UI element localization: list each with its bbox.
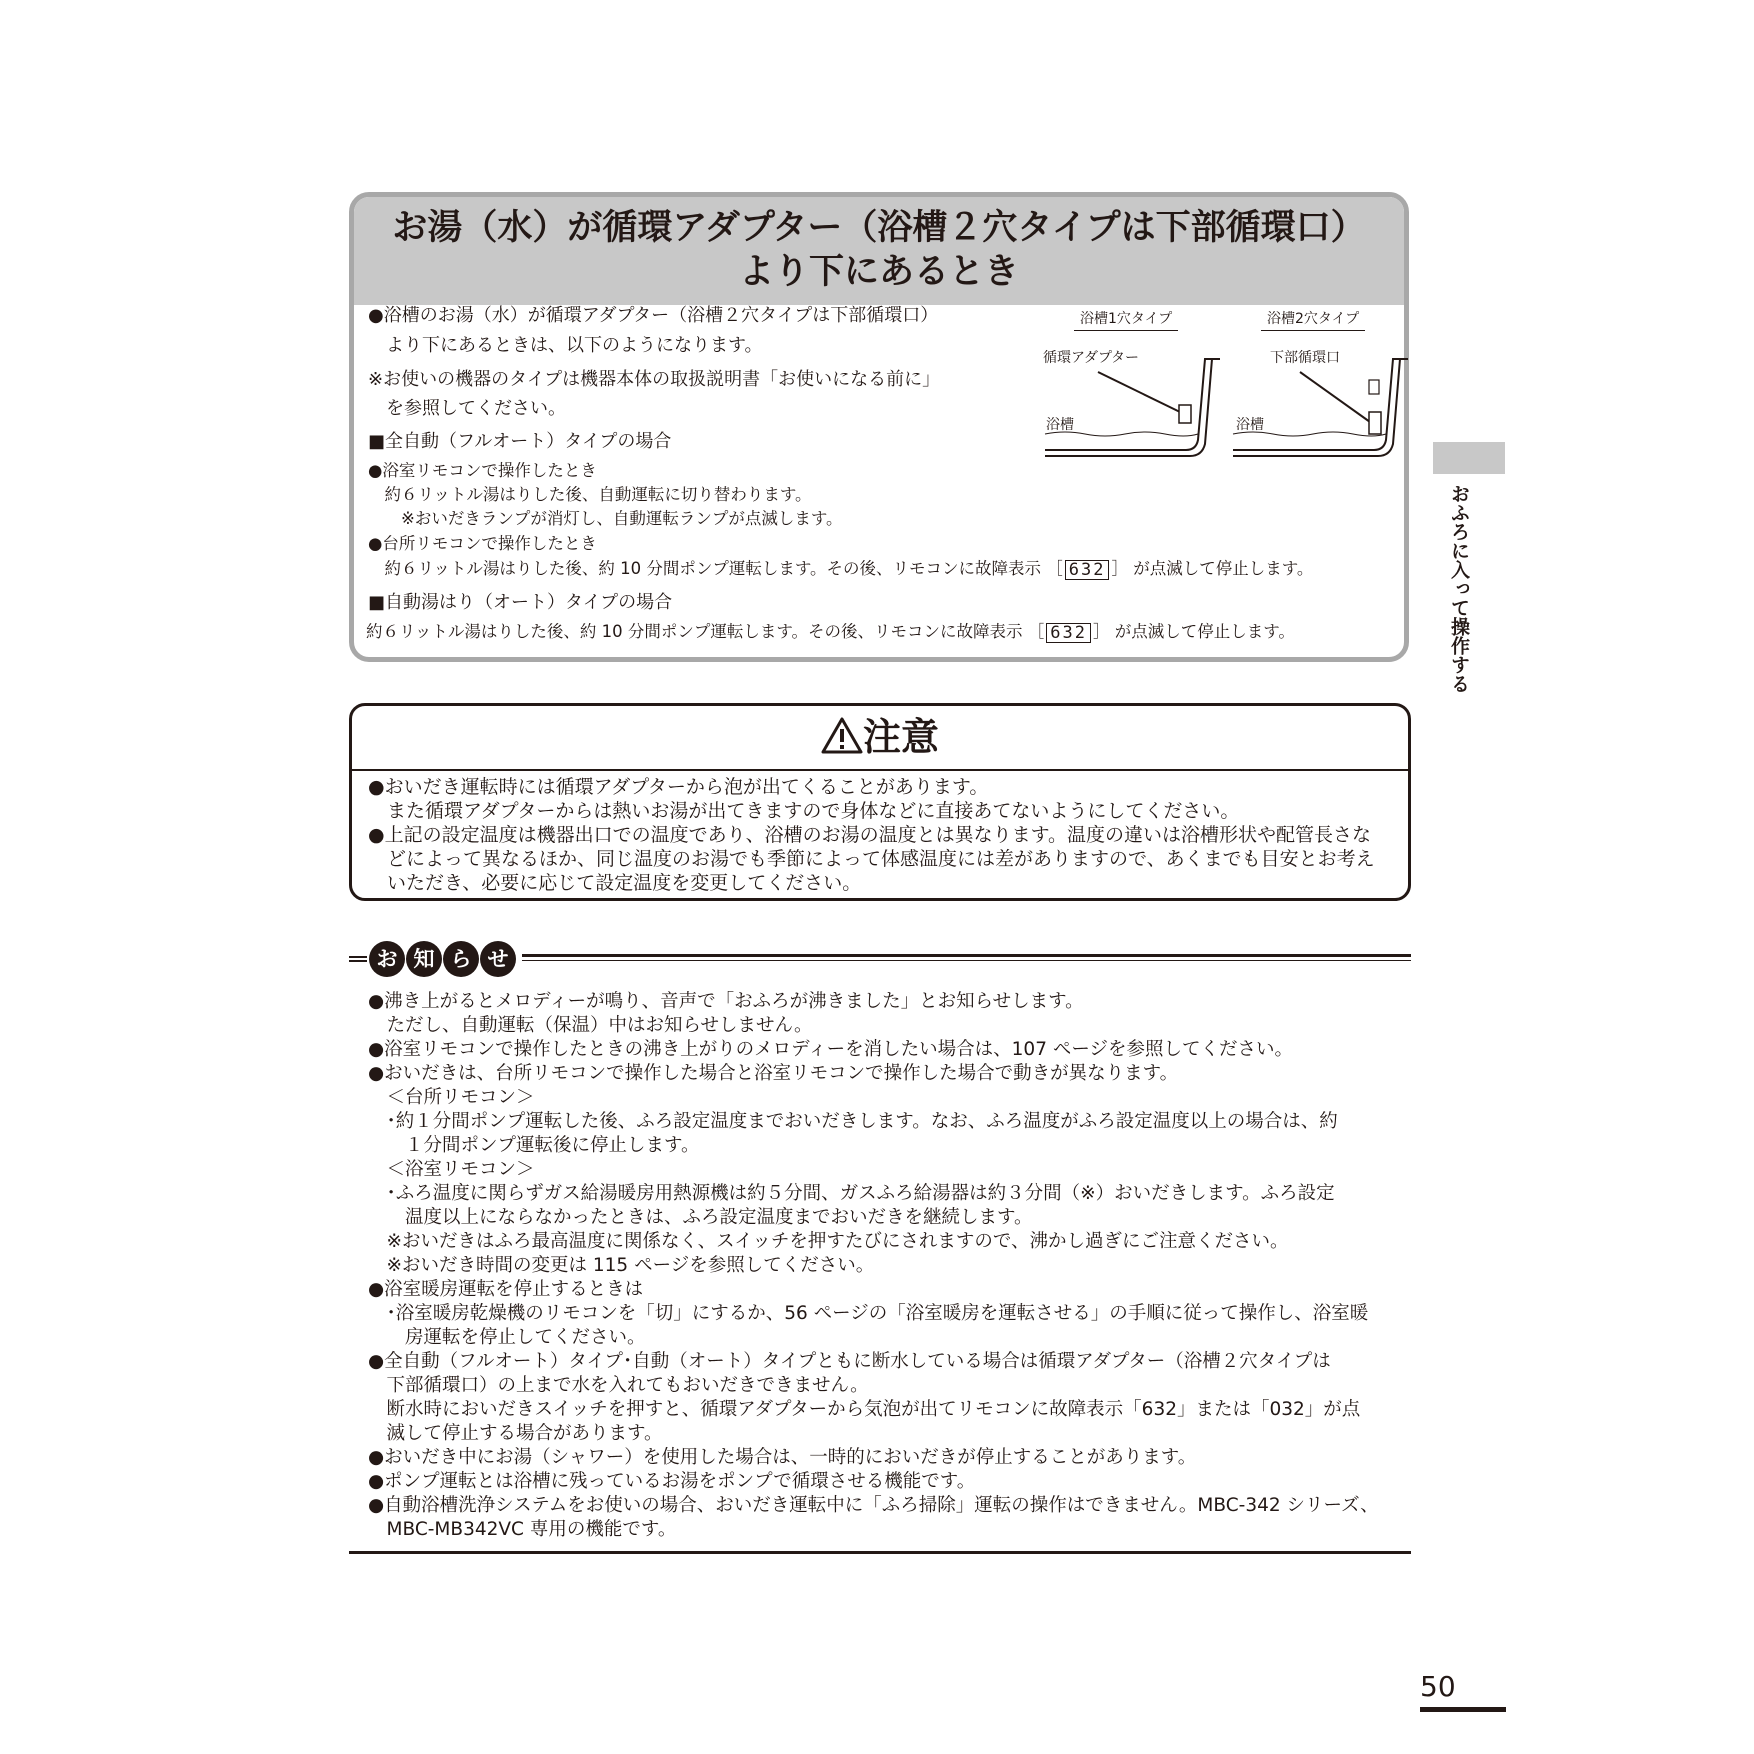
- box1-line: ※おいだきランプが消灯し、自動運転ランプが点滅します。: [368, 509, 843, 528]
- fault-bracket-open: ［: [1027, 622, 1045, 641]
- fault-code-display: 632: [1065, 560, 1110, 580]
- box1-line: ※お使いの機器のタイプは機器本体の取扱説明書「お使いになる前に」: [368, 369, 941, 390]
- notice-line: 滅して停止する場合があります。: [368, 1423, 663, 1444]
- diagram-type2-title: 浴槽2穴タイプ: [1261, 308, 1365, 331]
- box1-heading-full-auto: ■全自動（フルオート）タイプの場合: [368, 431, 672, 452]
- diagram-type2-tub-shape: [1233, 359, 1408, 456]
- notice-badge-char: 知: [406, 941, 442, 977]
- diagram-type1-tub: 浴槽: [1046, 417, 1074, 433]
- box1-line: ●浴槽のお湯（水）が循環アダプター（浴槽２穴タイプは下部循環口）: [368, 305, 939, 326]
- fault-line-suffix: が点滅して停止します。: [1133, 559, 1314, 578]
- notice-rule-left: [349, 956, 367, 962]
- notice-line: ●全自動（フルオート）タイプ･自動（オート）タイプともに断水している場合は循環アダプター（浴槽２穴タイプは: [368, 1351, 1331, 1372]
- diagram-type2-tub: 浴槽: [1236, 417, 1264, 433]
- page-number-underline: [1420, 1707, 1506, 1712]
- notice-line: ●おいだき中にお湯（シャワー）を使用した場合は、一時的においだきが停止することがあります。: [368, 1447, 1197, 1468]
- notice-badge-char: お: [369, 941, 405, 977]
- bathtub-diagrams: [1040, 350, 1410, 470]
- caution-divider: [352, 769, 1408, 771]
- caution-line: いただき、必要に応じて設定温度を変更してください。: [368, 872, 862, 894]
- notice-line: ●おいだきは、台所リモコンで操作した場合と浴室リモコンで操作した場合で動きが異なります。: [368, 1063, 1179, 1084]
- notice-line: ただし、自動運転（保温）中はお知らせしません。: [368, 1015, 813, 1036]
- notice-line: ●浴室リモコンで操作したときの沸き上がりのメロディーを消したい場合は、107 ページを参照してください。: [368, 1039, 1293, 1060]
- notice-bottom-rule: [349, 1551, 1411, 1554]
- notice-badge-char: せ: [480, 941, 516, 977]
- notice-line: ●自動浴槽洗浄システムをお使いの場合、おいだき運転中に「ふろ掃除」運転の操作はできません。MBC-342 シリーズ、: [368, 1495, 1379, 1516]
- fault-line-text: 約６リットル湯はりした後、約 10 分間ポンプ運転します。その後、リモコンに故障表示: [368, 559, 1042, 578]
- box1-line: ●浴室リモコンで操作したとき: [368, 461, 597, 480]
- notice-line: MBC-MB342VC 専用の機能です。: [368, 1519, 677, 1540]
- diagram-type1-tub-shape: [1045, 359, 1220, 456]
- notice-line: ＜台所リモコン＞: [368, 1087, 535, 1108]
- notice-line: ･約１分間ポンプ運転した後、ふろ設定温度までおいだきします。なお、ふろ温度がふろ設定温度以上の場合は、約: [368, 1111, 1338, 1132]
- diagram-type2-label: 下部循環口: [1270, 350, 1340, 366]
- info-box-header: [354, 197, 1404, 305]
- notice-rule-right-top: [522, 954, 1411, 957]
- caution-heading: [352, 714, 1408, 760]
- notice-line: ※おいだき時間の変更は 115 ページを参照してください。: [368, 1255, 875, 1276]
- box1-fault-line-full-auto: [368, 558, 1313, 580]
- info-box-title-line-2: より下にあるとき: [738, 252, 1019, 292]
- info-box-title-line-1: お湯（水）が循環アダプター（浴槽２穴タイプは下部循環口）: [392, 208, 1366, 248]
- notice-rule-right-bottom: [522, 960, 1411, 961]
- page-number: 50: [1420, 1670, 1456, 1703]
- diagram-type1-title: 浴槽1穴タイプ: [1074, 308, 1178, 331]
- notice-line: １分間ポンプ運転後に停止します。: [368, 1135, 700, 1156]
- box1-line: を参照してください。: [368, 398, 566, 419]
- section-tab-marker: [1433, 442, 1505, 474]
- box1-line: ●台所リモコンで操作したとき: [368, 534, 597, 553]
- caution-line: どによって異なるほか、同じ温度のお湯でも季節によって体感温度には差がありますので、あくまでも目安とお考え: [368, 848, 1375, 870]
- box1-line: より下にあるときは、以下のようになります。: [368, 335, 763, 356]
- fault-code-display: 632: [1046, 623, 1091, 643]
- caution-title-text: 注意: [862, 715, 939, 759]
- notice-line: ･ふろ温度に関らずガス給湯暖房用熱源機は約５分間、ガスふろ給湯器は約３分間（※）おいだきします。ふろ設定: [368, 1183, 1335, 1204]
- fault-line-suffix: が点滅して停止します。: [1114, 622, 1295, 641]
- diagram-type1-label: 循環アダプター: [1043, 350, 1140, 366]
- notice-line: ●ポンプ運転とは浴槽に残っているお湯をポンプで循環させる機能です。: [368, 1471, 976, 1492]
- notice-line: ●沸き上がるとメロディーが鳴り、音声で「おふろが沸きました」とお知らせします。: [368, 991, 1084, 1012]
- notice-line: ＜浴室リモコン＞: [368, 1159, 535, 1180]
- notice-line: 断水時においだきスイッチを押すと、循環アダプターから気泡が出てリモコンに故障表示「632」または「032」が点: [368, 1399, 1361, 1420]
- notice-line: 温度以上にならなかったときは、ふろ設定温度までおいだきを継続します。: [368, 1207, 1033, 1228]
- warning-triangle-icon: [821, 716, 863, 754]
- notice-line: ※おいだきはふろ最高温度に関係なく、スイッチを押すたびにされますので、沸かし過ぎにご注意ください。: [368, 1231, 1289, 1252]
- notice-line: 房運転を停止してください。: [368, 1327, 646, 1348]
- section-side-label: おふろに入って操作する: [1448, 484, 1470, 693]
- notice-badge-char: ら: [443, 941, 479, 977]
- box1-fault-line-auto: [366, 621, 1295, 643]
- fault-bracket-open: ［: [1046, 559, 1063, 578]
- notice-line: ●浴室暖房運転を停止するときは: [368, 1279, 644, 1300]
- fault-line-text: 約６リットル湯はりした後、約 10 分間ポンプ運転します。その後、リモコンに故障表示: [366, 622, 1023, 641]
- notice-line: ･浴室暖房乾燥機のリモコンを「切」にするか、56 ページの「浴室暖房を運転させる」の手順に従って操作し、浴室暖: [368, 1303, 1369, 1324]
- caution-line: また循環アダプターからは熱いお湯が出てきますので身体などに直接あてないようにしてください。: [368, 800, 1240, 822]
- fault-bracket-close: ］: [1111, 559, 1128, 578]
- notice-line: 下部循環口）の上まで水を入れてもおいだきできません。: [368, 1375, 869, 1396]
- caution-line: ●上記の設定温度は機器出口での温度であり、浴槽のお湯の温度とは異なります。温度の違いは浴槽形状や配管長さな: [368, 824, 1372, 846]
- caution-line: ●おいだき運転時には循環アダプターから泡が出てくることがあります。: [368, 776, 989, 798]
- box1-line: 約６リットル湯はりした後、自動運転に切り替わります。: [368, 485, 812, 504]
- fault-bracket-close: ］: [1092, 622, 1110, 641]
- box1-heading-auto: ■自動湯はり（オート）タイプの場合: [368, 592, 673, 613]
